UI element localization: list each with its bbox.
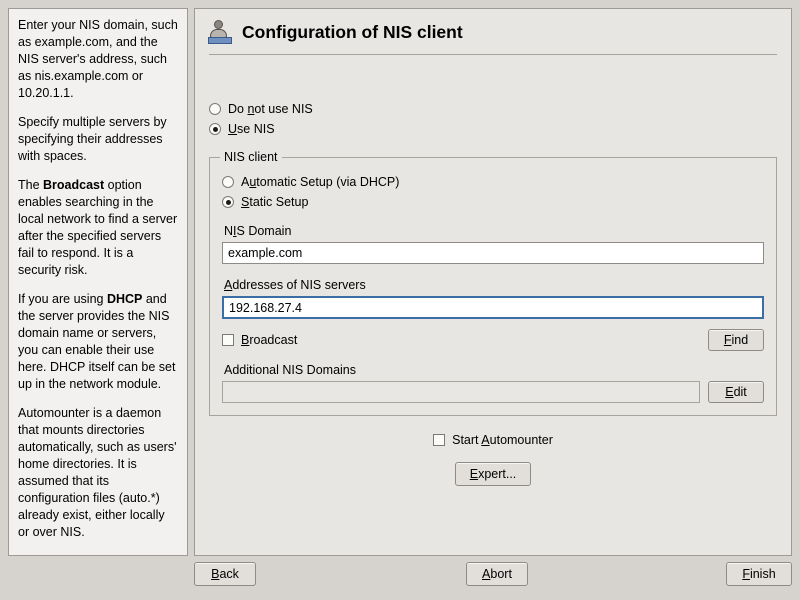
checkbox-indicator-start-automounter[interactable] xyxy=(433,434,445,446)
help-paragraph-4 xyxy=(18,291,178,393)
nis-client-groupbox xyxy=(209,150,777,416)
radio-label-use-nis: Use NIS xyxy=(228,122,275,136)
help-p3-pre: The xyxy=(18,178,44,192)
wizard-button-bar xyxy=(8,560,792,592)
help-paragraph-1: Enter your NIS domain, such as example.com, and the NIS server's address, such as nis.example.com or 10.20.1.1. xyxy=(18,18,178,100)
checkbox-start-automounter[interactable] xyxy=(433,430,553,450)
expert-button[interactable]: Expert... xyxy=(455,462,532,486)
nis-servers-label: Addresses of NIS servers xyxy=(224,278,366,292)
radio-do-not-use-nis[interactable] xyxy=(209,99,777,119)
additional-domains-input[interactable] xyxy=(222,381,700,403)
radio-label-automatic-setup: Automatic Setup (via DHCP) xyxy=(241,175,400,189)
dialog-content xyxy=(195,55,791,486)
help-paragraph-5: Automounter is a daemon that mounts directories automatically, such as users' home directories. It is assumed that its configuration files (auto.*) already exist, either locally or over NIS. xyxy=(18,406,177,539)
radio-label-static-setup: Static Setup xyxy=(241,195,309,209)
radio-indicator-do-not-use-nis[interactable] xyxy=(209,103,221,115)
checkbox-broadcast[interactable] xyxy=(222,333,297,347)
main-panel xyxy=(194,8,792,556)
help-p4-bold: DHCP xyxy=(106,292,143,306)
checkbox-label-broadcast: Broadcast xyxy=(241,333,298,347)
radio-indicator-automatic-setup[interactable] xyxy=(222,176,234,188)
help-p4-pre: If you are using xyxy=(18,292,107,306)
radio-indicator-static-setup[interactable] xyxy=(222,196,234,208)
broadcast-find-row xyxy=(222,329,764,351)
help-paragraph-2: Specify multiple servers by specifying their addresses with spaces. xyxy=(18,115,167,163)
help-p4-post: and the server provides the NIS domain name or servers, you can enable their use here. DHCP itself can be set up in the network module. xyxy=(18,292,176,391)
checkbox-indicator-broadcast[interactable] xyxy=(222,334,234,346)
nis-domain-input[interactable] xyxy=(222,242,764,264)
help-p3-post: option enables searching in the local network to find a server after the specified servers fail to respond. It is a security risk. xyxy=(18,178,178,277)
finish-button[interactable]: Finish xyxy=(726,562,792,586)
back-button[interactable]: Back xyxy=(194,562,256,586)
radio-label-do-not-use-nis: Do not use NIS xyxy=(228,102,313,116)
nis-client-group-label: NIS client xyxy=(220,150,282,164)
radio-static-setup[interactable] xyxy=(222,192,764,212)
help-paragraph-3 xyxy=(18,177,178,279)
nis-mode-radio-group xyxy=(209,55,777,139)
additional-domains-row xyxy=(222,381,764,403)
expert-row xyxy=(209,462,777,486)
additional-domains-label: Additional NIS Domains xyxy=(224,363,357,377)
start-automounter-row xyxy=(209,430,777,450)
radio-use-nis[interactable] xyxy=(209,119,777,139)
help-panel xyxy=(8,8,188,556)
nis-servers-input[interactable] xyxy=(222,296,764,319)
nis-domain-label: NIS Domain xyxy=(224,224,292,238)
dialog-title-row xyxy=(195,9,791,45)
abort-button[interactable]: Abort xyxy=(466,562,528,586)
page-title: Configuration of NIS client xyxy=(242,21,463,42)
radio-indicator-use-nis[interactable] xyxy=(209,123,221,135)
radio-automatic-setup[interactable] xyxy=(222,172,764,192)
nis-client-icon xyxy=(207,19,233,45)
checkbox-label-start-automounter: Start Automounter xyxy=(452,433,553,447)
help-p3-bold: Broadcast xyxy=(43,178,105,192)
find-button[interactable]: Find xyxy=(708,329,764,351)
edit-button[interactable]: Edit xyxy=(708,381,764,403)
